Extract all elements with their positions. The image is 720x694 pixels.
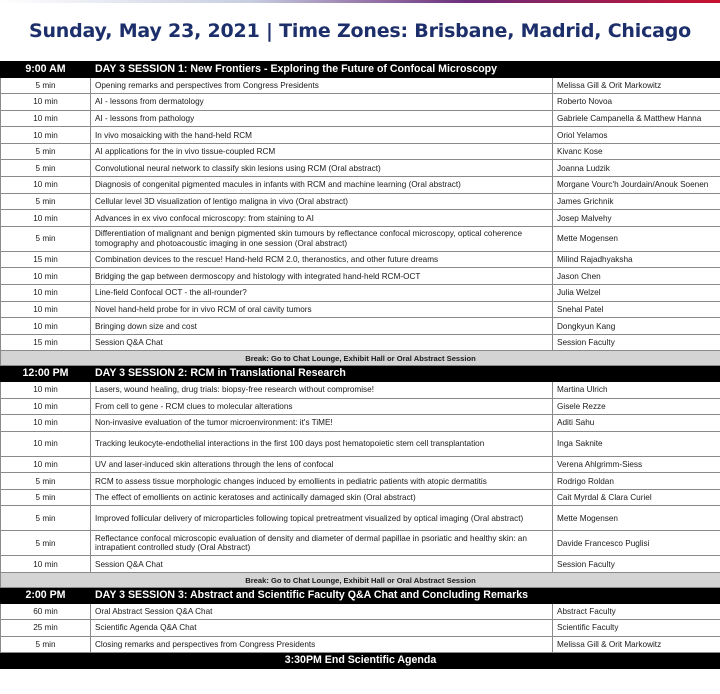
- table-row: [1, 506, 720, 531]
- duration-cell: 10 min: [1, 268, 91, 285]
- talk-title-cell: Bridging the gap between dermoscopy and histology with integrated hand-held RCM-OCT: [91, 268, 553, 285]
- talk-title-cell: Reflectance confocal microscopic evaluation of density and diameter of dermal papillae in psoriatic and healthy skin: an intrapatient controlled study (Oral Abstract): [91, 531, 553, 556]
- speaker-cell: Gabriele Campanella & Matthew Hanna: [553, 110, 720, 127]
- session-title: DAY 3 SESSION 1: New Frontiers - Exploring the Future of Confocal Microscopy: [91, 62, 553, 78]
- session-time: 9:00 AM: [1, 62, 91, 78]
- talk-title-cell: Combination devices to the rescue! Hand-held RCM 2.0, theranostics, and other future dreams: [91, 251, 553, 268]
- duration-cell: 60 min: [1, 603, 91, 620]
- session-title: DAY 3 SESSION 2: RCM in Translational Research: [91, 366, 553, 382]
- table-row: [1, 143, 720, 160]
- duration-cell: 10 min: [1, 285, 91, 302]
- talk-title-cell: Session Q&A Chat: [91, 334, 553, 351]
- duration-cell: 5 min: [1, 226, 91, 251]
- talk-title-cell: Diagnosis of congenital pigmented macules in infants with RCM and machine learning (Oral abstract): [91, 177, 553, 194]
- session-header: [1, 62, 720, 78]
- speaker-cell: Dongkyun Kang: [553, 318, 720, 335]
- talk-title-cell: Lasers, wound healing, drug trials: biopsy-free research without compromise!: [91, 381, 553, 398]
- table-row: [1, 160, 720, 177]
- talk-title-cell: Oral Abstract Session Q&A Chat: [91, 603, 553, 620]
- talk-title-cell: Convolutional neural network to classify skin lesions using RCM (Oral abstract): [91, 160, 553, 177]
- speaker-cell: Milind Rajadhyaksha: [553, 251, 720, 268]
- duration-cell: 10 min: [1, 381, 91, 398]
- session-header: [1, 366, 720, 382]
- speaker-cell: Morgane Vourc'h Jourdain/Anouk Soenen: [553, 177, 720, 194]
- duration-cell: 10 min: [1, 94, 91, 111]
- talk-title-cell: UV and laser-induced skin alterations through the lens of confocal: [91, 456, 553, 473]
- table-row: [1, 94, 720, 111]
- session-header-blank: [553, 366, 720, 382]
- table-row: [1, 398, 720, 415]
- session-time: 12:00 PM: [1, 366, 91, 382]
- duration-cell: 5 min: [1, 143, 91, 160]
- table-row: [1, 285, 720, 302]
- table-row: [1, 603, 720, 620]
- duration-cell: 10 min: [1, 431, 91, 456]
- talk-title-cell: Bringing down size and cost: [91, 318, 553, 335]
- table-row: [1, 334, 720, 351]
- talk-title-cell: The effect of emollients on actinic keratoses and actinically damaged skin (Oral abstract): [91, 489, 553, 506]
- speaker-cell: Roberto Novoa: [553, 94, 720, 111]
- session-header-blank: [553, 62, 720, 78]
- table-row: [1, 381, 720, 398]
- duration-cell: 5 min: [1, 506, 91, 531]
- talk-title-cell: AI - lessons from dermatology: [91, 94, 553, 111]
- talk-title-cell: Improved follicular delivery of microparticles following topical pretreatment visualized by optical imaging (Oral abstract): [91, 506, 553, 531]
- duration-cell: 10 min: [1, 318, 91, 335]
- duration-cell: 5 min: [1, 473, 91, 490]
- duration-cell: 10 min: [1, 301, 91, 318]
- speaker-cell: Melissa Gill & Orit Markowitz: [553, 77, 720, 94]
- table-row: [1, 531, 720, 556]
- duration-cell: 10 min: [1, 556, 91, 573]
- duration-cell: 10 min: [1, 398, 91, 415]
- speaker-cell: Gisele Rezze: [553, 398, 720, 415]
- speaker-cell: Session Faculty: [553, 556, 720, 573]
- duration-cell: 10 min: [1, 127, 91, 144]
- talk-title-cell: In vivo mosaicking with the hand-held RCM: [91, 127, 553, 144]
- break-row: [1, 573, 720, 588]
- table-row: [1, 556, 720, 573]
- duration-cell: 10 min: [1, 456, 91, 473]
- speaker-cell: Session Faculty: [553, 334, 720, 351]
- talk-title-cell: From cell to gene - RCM clues to molecular alterations: [91, 398, 553, 415]
- session-header: [1, 588, 720, 604]
- duration-cell: 5 min: [1, 636, 91, 653]
- speaker-cell: Aditi Sahu: [553, 415, 720, 432]
- table-row: [1, 415, 720, 432]
- talk-title-cell: Novel hand-held probe for in vivo RCM of oral cavity tumors: [91, 301, 553, 318]
- speaker-cell: Davide Francesco Puglisi: [553, 531, 720, 556]
- talk-title-cell: Differentiation of malignant and benign pigmented skin tumours by reflectance confocal microscopy, optical coherence tomography and photoacoustic imaging in one session (Oral abstract): [91, 226, 553, 251]
- duration-cell: 10 min: [1, 110, 91, 127]
- end-row: [1, 653, 720, 669]
- table-row: [1, 636, 720, 653]
- session-header-blank: [553, 588, 720, 604]
- speaker-cell: Martina Ulrich: [553, 381, 720, 398]
- table-row: [1, 177, 720, 194]
- table-row: [1, 456, 720, 473]
- speaker-cell: Inga Saknite: [553, 431, 720, 456]
- talk-title-cell: RCM to assess tissue morphologic changes induced by emollients in pediatric patients with atopic dermatitis: [91, 473, 553, 490]
- talk-title-cell: AI applications for the in vivo tissue-coupled RCM: [91, 143, 553, 160]
- speaker-cell: Jason Chen: [553, 268, 720, 285]
- table-row: [1, 193, 720, 210]
- talk-title-cell: Line-field Confocal OCT - the all-rounder?: [91, 285, 553, 302]
- talk-title-cell: Non-invasive evaluation of the tumor microenvironment: it's TiME!: [91, 415, 553, 432]
- table-row: [1, 620, 720, 637]
- talk-title-cell: Closing remarks and perspectives from Congress Presidents: [91, 636, 553, 653]
- table-row: [1, 431, 720, 456]
- agenda-body: [1, 62, 720, 669]
- table-row: [1, 110, 720, 127]
- table-row: [1, 268, 720, 285]
- talk-title-cell: Opening remarks and perspectives from Congress Presidents: [91, 77, 553, 94]
- top-accent-bar: [0, 0, 720, 3]
- talk-title-cell: Session Q&A Chat: [91, 556, 553, 573]
- speaker-cell: Abstract Faculty: [553, 603, 720, 620]
- duration-cell: 25 min: [1, 620, 91, 637]
- speaker-cell: Cait Myrdal & Clara Curiel: [553, 489, 720, 506]
- speaker-cell: Kivanc Kose: [553, 143, 720, 160]
- duration-cell: 5 min: [1, 531, 91, 556]
- table-row: [1, 77, 720, 94]
- duration-cell: 10 min: [1, 177, 91, 194]
- speaker-cell: Joanna Ludzik: [553, 160, 720, 177]
- speaker-cell: Scientific Faculty: [553, 620, 720, 637]
- session-time: 2:00 PM: [1, 588, 91, 604]
- talk-title-cell: Tracking leukocyte-endothelial interactions in the first 100 days post hematopoietic stem cell transplantation: [91, 431, 553, 456]
- speaker-cell: Julia Welzel: [553, 285, 720, 302]
- duration-cell: 10 min: [1, 210, 91, 227]
- speaker-cell: Verena Ahlgrimm-Siess: [553, 456, 720, 473]
- talk-title-cell: Advances in ex vivo confocal microscopy: from staining to AI: [91, 210, 553, 227]
- speaker-cell: Rodrigo Roldan: [553, 473, 720, 490]
- speaker-cell: Mette Mogensen: [553, 506, 720, 531]
- duration-cell: 5 min: [1, 77, 91, 94]
- duration-cell: 15 min: [1, 251, 91, 268]
- speaker-cell: Oriol Yelamos: [553, 127, 720, 144]
- end-label: 3:30PM End Scientific Agenda: [1, 653, 720, 669]
- duration-cell: 5 min: [1, 489, 91, 506]
- speaker-cell: Mette Mogensen: [553, 226, 720, 251]
- session-title: DAY 3 SESSION 3: Abstract and Scientific Faculty Q&A Chat and Concluding Remarks: [91, 588, 553, 604]
- table-row: [1, 318, 720, 335]
- page-title: Sunday, May 23, 2021 | Time Zones: Brisbane, Madrid, Chicago: [28, 20, 692, 42]
- duration-cell: 15 min: [1, 334, 91, 351]
- table-row: [1, 301, 720, 318]
- table-row: [1, 489, 720, 506]
- talk-title-cell: AI - lessons from pathology: [91, 110, 553, 127]
- agenda-table: [0, 61, 720, 669]
- duration-cell: 5 min: [1, 160, 91, 177]
- break-label: Break: Go to Chat Lounge, Exhibit Hall or Oral Abstract Session: [1, 351, 720, 366]
- duration-cell: 10 min: [1, 415, 91, 432]
- speaker-cell: Snehal Patel: [553, 301, 720, 318]
- table-row: [1, 127, 720, 144]
- talk-title-cell: Scientific Agenda Q&A Chat: [91, 620, 553, 637]
- speaker-cell: Josep Malvehy: [553, 210, 720, 227]
- speaker-cell: James Grichnik: [553, 193, 720, 210]
- table-row: [1, 226, 720, 251]
- break-row: [1, 351, 720, 366]
- talk-title-cell: Cellular level 3D visualization of lentigo maligna in vivo (Oral abstract): [91, 193, 553, 210]
- break-label: Break: Go to Chat Lounge, Exhibit Hall or Oral Abstract Session: [1, 573, 720, 588]
- table-row: [1, 251, 720, 268]
- speaker-cell: Melissa Gill & Orit Markowitz: [553, 636, 720, 653]
- duration-cell: 5 min: [1, 193, 91, 210]
- table-row: [1, 473, 720, 490]
- table-row: [1, 210, 720, 227]
